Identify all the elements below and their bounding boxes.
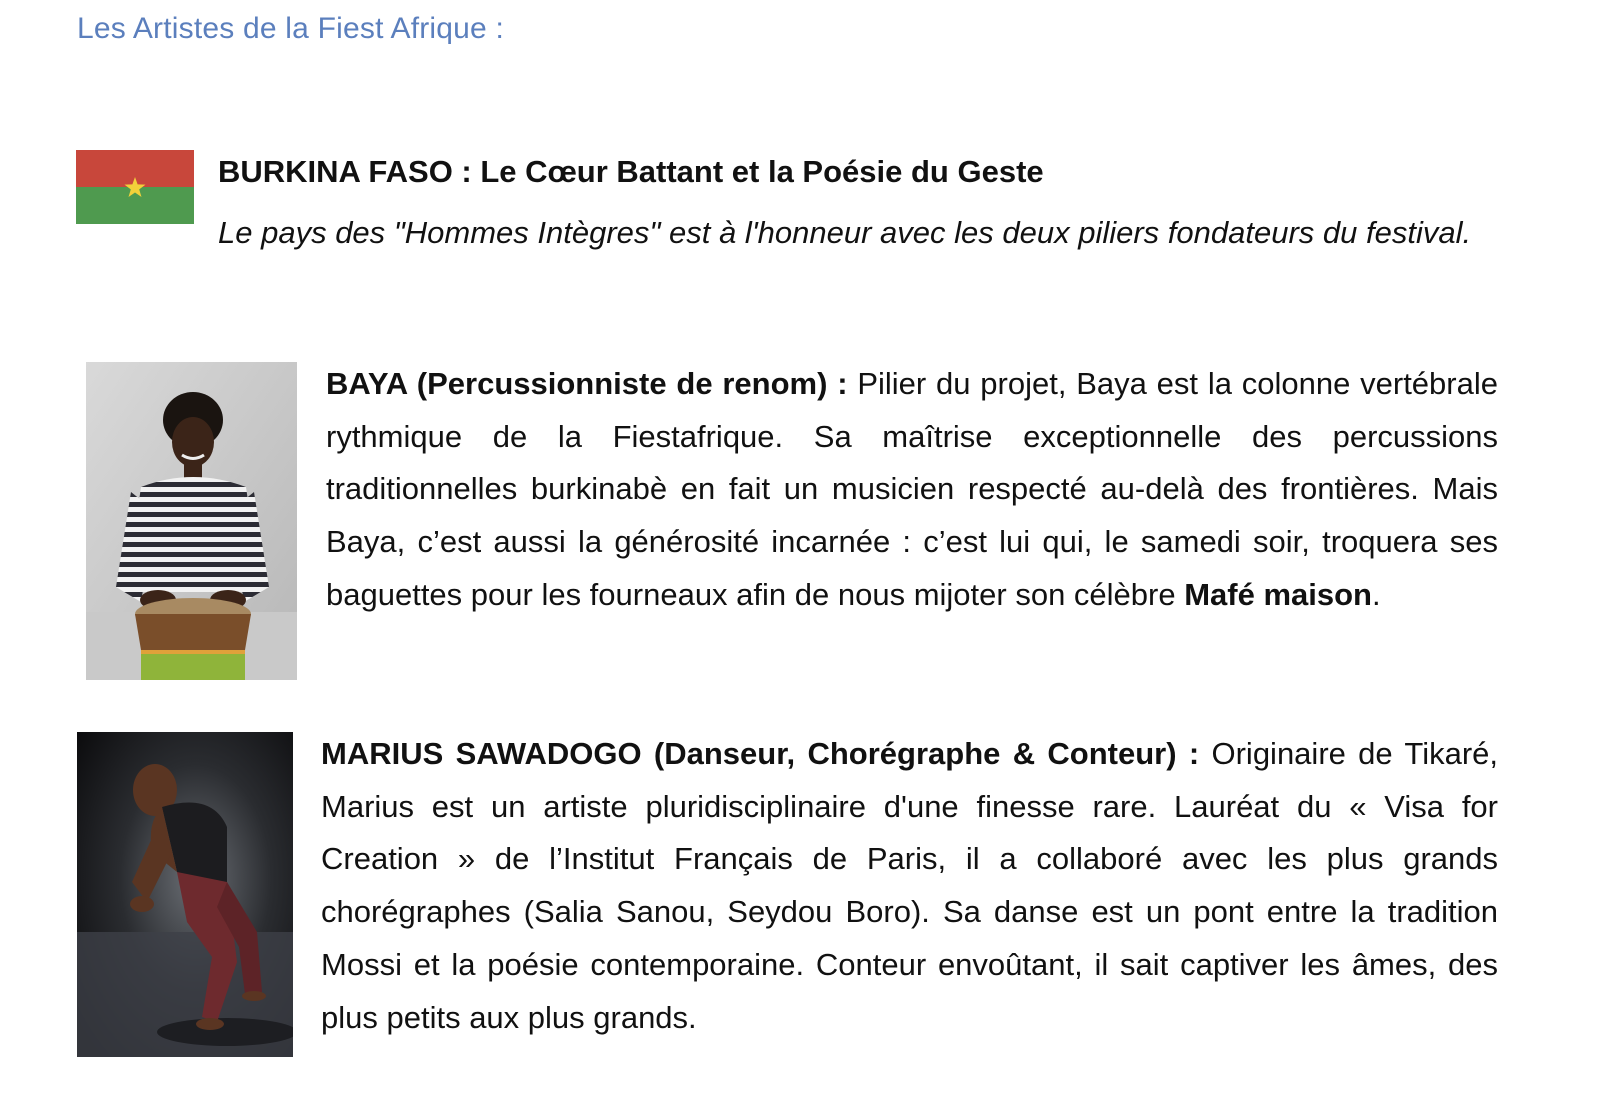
artist-bio-text-end: . [1372,576,1381,612]
artist-bio-highlight: Mafé maison [1184,576,1372,612]
baya-portrait-photo [86,362,297,680]
burkina-faso-flag-icon [76,150,194,224]
country-intro: Le pays des "Hommes Intègres" est à l'honneur avec les deux piliers fondateurs du festival. [218,215,1472,250]
artist-bio-text: Pilier du projet, Baya est la colonne vertébrale rythmique de la Fiestafrique. Sa maîtrise exceptionnelle des percussions traditionnelles burkinabè en fait un musicien respecté au-delà des frontières. Mais Baya, c’est aussi la générosité incarnée : c’est lui qui, le samedi soir, troquera ses baguettes pour les fourneaux afin de nous mijoter son célèbre [326,366,1498,612]
country-heading: BURKINA FASO : Le Cœur Battant et la Poésie du Geste [218,154,1044,189]
marius-sawadogo-portrait-photo [77,732,293,1057]
artist-name-marius: MARIUS SAWADOGO (Danseur, Chorégraphe & Conteur) : [321,736,1200,771]
artist-name-baya: BAYA (Percussionniste de renom) : [326,366,848,401]
page-title: Les Artistes de la Fiest Afrique : [77,12,505,45]
artist-bio-marius [321,728,1498,1044]
artist-bio-baya [326,358,1498,622]
artist-bio-text: Originaire de Tikaré, Marius est un artiste pluridisciplinaire d'une finesse rare. Lauréat du « Visa for Creation » de l’Institut Français de Paris, il a collaboré avec les plus grands chorégraphes (Salia Sanou, Seydou Boro). Sa danse est un pont entre la tradition Mossi et la poésie contemporaine. Conteur envoûtant, il sait captiver les âmes, des plus petits aux plus grands. [321,736,1499,1035]
